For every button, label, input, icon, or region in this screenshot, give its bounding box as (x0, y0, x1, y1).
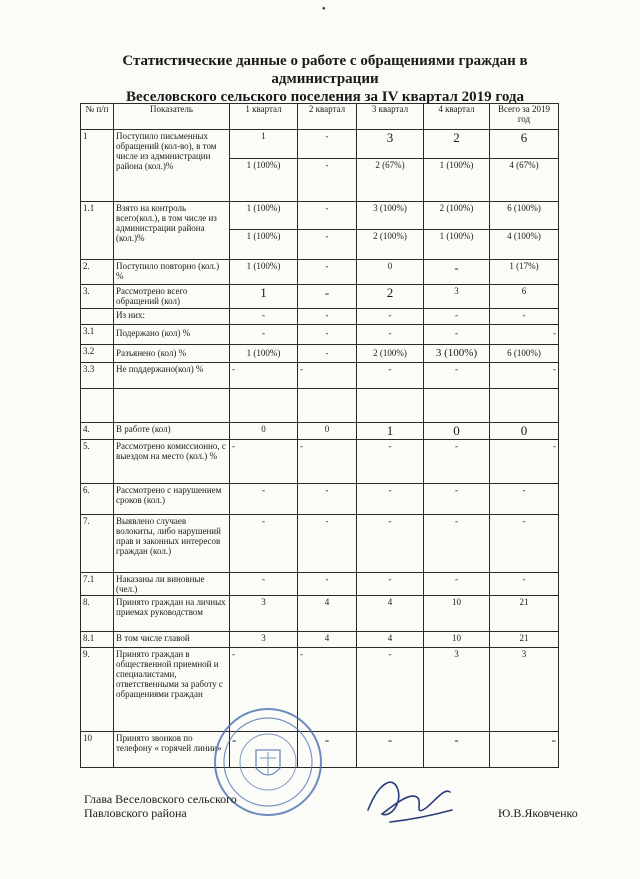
title-line-3: Веселовского сельского поселения за IV квартал 2019 года (126, 89, 524, 105)
cell-q3: 2 (100%) (357, 230, 424, 260)
cell-q1: 3 (230, 632, 298, 648)
header-indicator: Показатель (114, 104, 230, 130)
cell-q3: - (357, 309, 424, 325)
row-indicator: Поступило повторно (кол.) % (114, 260, 230, 285)
header-q1: 1 квартал (230, 104, 298, 130)
cell-q4: 2 (100%) (424, 202, 490, 230)
cell-total: - (490, 573, 559, 596)
row-num: 8. (81, 596, 114, 632)
row-num: 6. (81, 484, 114, 515)
cell-q3: 4 (357, 632, 424, 648)
cell-q4: - (424, 732, 490, 768)
row-indicator: В том числе главой (114, 632, 230, 648)
cell-q2: - (298, 325, 357, 345)
header-num: № п/п (81, 104, 114, 130)
footer-signer-name: Ю.В.Яковченко (498, 806, 578, 820)
row-indicator: Рассмотрено комиссионно, с выездом на место (кол.) % (114, 440, 230, 484)
cell-q1: - (230, 648, 298, 732)
header-q3: 3 квартал (357, 104, 424, 130)
row-num: 8.1 (81, 632, 114, 648)
cell-q3: 3 (100%) (357, 202, 424, 230)
cell-total: 6 (100%) (490, 345, 559, 363)
row-indicator: Не поддержано(кол) % (114, 363, 230, 389)
row-num: 1.1 (81, 202, 114, 260)
cell-q3: - (357, 515, 424, 573)
table-row (81, 596, 559, 632)
empty-cell (357, 389, 424, 423)
cell-total: - (490, 732, 559, 768)
cell-q2: - (298, 130, 357, 159)
cell-total: - (490, 484, 559, 515)
row-indicator: Выявлено случаев волокиты, либо нарушений прав и законных интересов граждан (кол.) (114, 515, 230, 573)
cell-q2: - (298, 345, 357, 363)
cell-total: - (490, 363, 559, 389)
cell-q4: 10 (424, 596, 490, 632)
cell-total: 1 (17%) (490, 260, 559, 285)
footer-position (84, 792, 237, 820)
cell-q2: 4 (298, 596, 357, 632)
cell-q3: - (357, 484, 424, 515)
cell-q3: - (357, 732, 424, 768)
table-row (81, 363, 559, 389)
title-line-1: Статистические данные о работе с обращениями граждан в (122, 53, 528, 69)
cell-q4: 1 (100%) (424, 159, 490, 202)
cell-q2: 0 (298, 423, 357, 440)
cell-q1: 3 (230, 596, 298, 632)
row-num (81, 309, 114, 325)
header-total: Всего за 2019 год (490, 104, 559, 130)
cell-q3: 4 (357, 596, 424, 632)
empty-cell (424, 389, 490, 423)
cell-q2: 4 (298, 632, 357, 648)
table-row (81, 632, 559, 648)
cell-q1: 1 (100%) (230, 230, 298, 260)
statistics-table (80, 103, 559, 768)
row-indicator: Рассмотрено всего обращений (кол) (114, 285, 230, 309)
row-indicator: Подержано (кол) % (114, 325, 230, 345)
cell-q2: - (298, 309, 357, 325)
row-indicator: В работе (кол) (114, 423, 230, 440)
cell-q1: - (230, 363, 298, 389)
cell-q3: 1 (357, 423, 424, 440)
cell-q3: 3 (357, 130, 424, 159)
cell-q4: - (424, 260, 490, 285)
cell-q4: - (424, 440, 490, 484)
document-title (60, 52, 590, 106)
row-num: 5. (81, 440, 114, 484)
cell-q4: - (424, 484, 490, 515)
row-num: 3.1 (81, 325, 114, 345)
cell-total: 6 (490, 130, 559, 159)
table-row (81, 440, 559, 484)
empty-cell (114, 389, 230, 423)
table-row (81, 345, 559, 363)
cell-q1: 0 (230, 423, 298, 440)
cell-q2: - (298, 159, 357, 202)
cell-q4: 2 (424, 130, 490, 159)
row-indicator: Разъянено (кол) % (114, 345, 230, 363)
cell-q1: - (230, 440, 298, 484)
cell-q4: 1 (100%) (424, 230, 490, 260)
row-num: 3.2 (81, 345, 114, 363)
row-num: 3. (81, 285, 114, 309)
cell-q4: - (424, 309, 490, 325)
cell-q2: - (298, 515, 357, 573)
cell-q1: - (230, 325, 298, 345)
footer-line-1: Глава Веселовского сельского (84, 792, 237, 806)
header-q4: 4 квартал (424, 104, 490, 130)
cell-q4: 3 (100%) (424, 345, 490, 363)
cell-total: 21 (490, 632, 559, 648)
row-num: 9. (81, 648, 114, 732)
row-num: 1 (81, 130, 114, 202)
cell-q2: - (298, 260, 357, 285)
cell-q4: - (424, 363, 490, 389)
row-indicator: Взято на контроль всего(кол.), в том числе из администрации района (кол.)% (114, 202, 230, 260)
row-indicator: Из них: (114, 309, 230, 325)
cell-q2: - (298, 440, 357, 484)
cell-q2: - (298, 202, 357, 230)
table-row (81, 573, 559, 596)
cell-total: 4 (67%) (490, 159, 559, 202)
table-row (81, 309, 559, 325)
empty-cell (298, 389, 357, 423)
cell-q1: 1 (100%) (230, 202, 298, 230)
cell-q4: 10 (424, 632, 490, 648)
row-indicator: Принято граждан на личных приемах руководством (114, 596, 230, 632)
cell-q3: 2 (100%) (357, 345, 424, 363)
footer-line-2: Павловского района (84, 806, 187, 820)
cell-q2: - (298, 285, 357, 309)
cell-total: 0 (490, 423, 559, 440)
cell-q2: - (298, 648, 357, 732)
cell-total: - (490, 515, 559, 573)
cell-q3: - (357, 325, 424, 345)
cell-q4: - (424, 573, 490, 596)
header-q2: 2 квартал (298, 104, 357, 130)
cell-q4: 3 (424, 648, 490, 732)
cell-q1: 1 (100%) (230, 345, 298, 363)
empty-row (81, 389, 559, 423)
table-row (81, 202, 559, 230)
row-indicator: Принято граждан в общественной приемной и специалистами, ответственными за работу с обращениями граждан (114, 648, 230, 732)
cell-q1: - (230, 732, 298, 768)
row-num: 3.3 (81, 363, 114, 389)
table-row (81, 285, 559, 309)
cell-total: 6 (100%) (490, 202, 559, 230)
cell-total: 4 (100%) (490, 230, 559, 260)
decorative-dot: • (322, 4, 326, 15)
cell-total: - (490, 325, 559, 345)
table-row (81, 260, 559, 285)
row-indicator: Поступило письменных обращений (кол-во), в том числе из администрации района (кол.)% (114, 130, 230, 202)
row-num: 10 (81, 732, 114, 768)
cell-q2: - (298, 363, 357, 389)
cell-q3: 2 (67%) (357, 159, 424, 202)
cell-q2: - (298, 230, 357, 260)
cell-q3: - (357, 440, 424, 484)
cell-q1: 1 (230, 285, 298, 309)
cell-q2: - (298, 484, 357, 515)
cell-q4: - (424, 515, 490, 573)
cell-q2: - (298, 732, 357, 768)
cell-q4: - (424, 325, 490, 345)
cell-q3: - (357, 573, 424, 596)
row-indicator: Наказаны ли виновные (чел.) (114, 573, 230, 596)
row-indicator: Принято звонков по телефону « горячей линии» (114, 732, 230, 768)
table-row (81, 423, 559, 440)
row-indicator: Рассмотрено с нарушением сроков (кол.) (114, 484, 230, 515)
cell-total: 6 (490, 285, 559, 309)
cell-q3: 2 (357, 285, 424, 309)
row-num: 4. (81, 423, 114, 440)
table-row (81, 325, 559, 345)
empty-cell (81, 389, 114, 423)
cell-total: 3 (490, 648, 559, 732)
cell-q3: - (357, 363, 424, 389)
cell-q2: - (298, 573, 357, 596)
cell-q3: 0 (357, 260, 424, 285)
cell-total: - (490, 440, 559, 484)
cell-q1: - (230, 573, 298, 596)
cell-q1: - (230, 515, 298, 573)
cell-q1: 1 (230, 130, 298, 159)
cell-total: - (490, 309, 559, 325)
empty-cell (230, 389, 298, 423)
cell-q3: - (357, 648, 424, 732)
cell-q1: - (230, 484, 298, 515)
cell-q4: 3 (424, 285, 490, 309)
table-row (81, 484, 559, 515)
cell-q1: 1 (100%) (230, 159, 298, 202)
table-row (81, 130, 559, 159)
empty-cell (490, 389, 559, 423)
row-num: 7.1 (81, 573, 114, 596)
title-line-2: администрации (271, 71, 379, 87)
table-row (81, 515, 559, 573)
cell-q4: 0 (424, 423, 490, 440)
row-num: 7. (81, 515, 114, 573)
header-row (81, 104, 559, 130)
cell-q1: - (230, 309, 298, 325)
row-num: 2. (81, 260, 114, 285)
cell-q1: 1 (100%) (230, 260, 298, 285)
cell-total: 21 (490, 596, 559, 632)
signature (360, 770, 456, 828)
